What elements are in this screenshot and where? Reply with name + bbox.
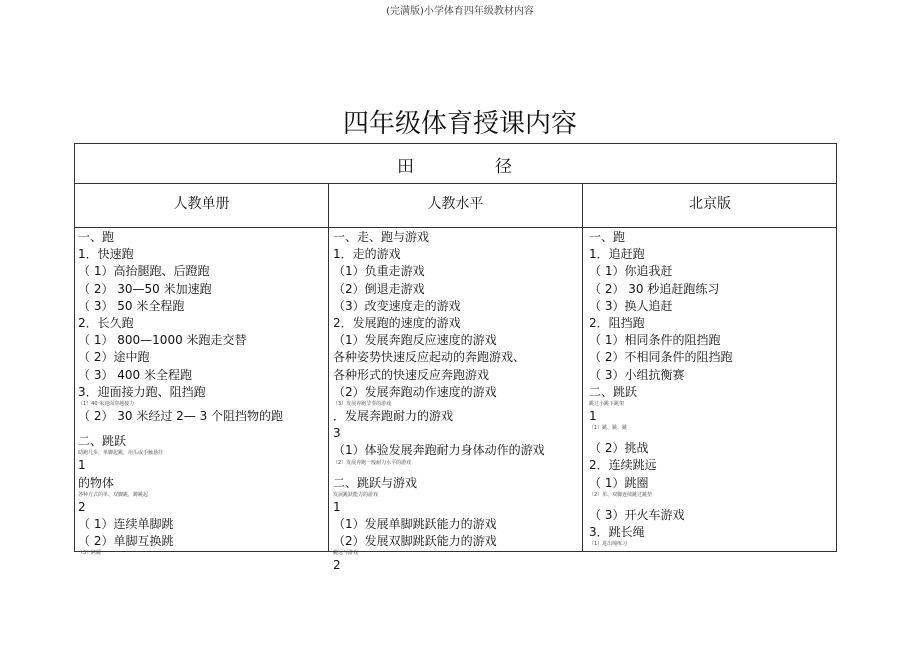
- column-renjiao-shuiping: [333, 229, 579, 575]
- list-item: （1）负重走游戏: [333, 264, 425, 279]
- list-item: 一、跑: [78, 230, 115, 244]
- column-divider: [582, 184, 583, 551]
- list-item: 二、跳跃: [589, 384, 638, 399]
- list-item: 的物体: [78, 475, 115, 490]
- track-label-tian: 田: [397, 157, 414, 177]
- list-item: （ 3） 400 米全程跑: [78, 367, 192, 382]
- list-item: 1．追赶跑: [589, 247, 645, 262]
- list-item: （ 2） 30 米经过 2— 3 个阻挡物的跑: [78, 409, 284, 424]
- list-item: 3．跳长绳: [589, 525, 645, 540]
- list-item-small: 助跑几步，单脚起跳，用头或手触悬挂: [78, 450, 164, 457]
- list-item: 2．发展跑的速度的游戏: [333, 316, 461, 331]
- list-item: （3）改变速度走的游戏: [333, 298, 461, 313]
- list-item: （ 2）挑战: [589, 441, 649, 456]
- list-item: ．发展奔跑耐力的游戏: [333, 409, 454, 424]
- page-header: (完满版)小学体育四年级教材内容: [386, 6, 534, 17]
- track-field-row: [75, 144, 836, 184]
- list-item: 一、跑: [589, 230, 626, 244]
- list-item: （1）发展奔跑反应速度的游戏: [333, 333, 497, 348]
- list-item: 一、走、跑与游戏: [333, 230, 430, 244]
- list-item: （1）体验发展奔跑耐力身体动作的游戏: [333, 443, 545, 458]
- list-item: 各种姿势快速反应起动的奔跑游戏、: [333, 350, 526, 365]
- list-item: 3．迎面接力跑、阻挡跑: [78, 384, 206, 399]
- document-title: 四年级体育授课内容: [342, 109, 577, 139]
- list-item: （1）发展单脚跳跃能力的游戏: [333, 517, 497, 532]
- list-item: 2．长久跑: [78, 316, 134, 331]
- list-item: 2．连续跳远: [589, 458, 657, 473]
- list-item: （ 2）单脚互换跳: [78, 534, 174, 549]
- list-item-small: （1）40 米迎面穿越接力: [78, 401, 135, 408]
- list-item: （ 1）高抬腿跑、后蹬跑: [78, 264, 210, 279]
- list-item: （ 2）途中跑: [78, 350, 150, 365]
- list-item: （ 2） 30—50 米加速跑: [78, 281, 212, 296]
- list-item: （ 1）连续单脚跳: [78, 517, 174, 532]
- list-item-small: 各种方式的单、双脚跳，蹲跳起: [78, 491, 149, 498]
- list-item: 1: [589, 409, 597, 424]
- curriculum-table: [74, 143, 837, 573]
- list-item: （2）发展双脚跳跃能力的游戏: [333, 534, 497, 549]
- list-item-small: （3）跨跳: [78, 550, 102, 557]
- list-item-small: 跳远与游戏: [333, 550, 359, 557]
- list-item: （ 1）相同条件的阻挡跑: [589, 333, 721, 348]
- list-item: （2）发展奔跑动作速度的游戏: [333, 384, 497, 399]
- list-item: 各种形式的快速反应奔跑游戏: [333, 367, 490, 382]
- list-item: （ 2） 30 秒追赶跑练习: [589, 281, 720, 296]
- list-item: 1: [78, 458, 86, 473]
- list-item: （ 3）小组抗衡赛: [589, 367, 685, 382]
- list-item-small: （1）进出绳练习: [589, 541, 628, 548]
- header-row: [75, 184, 836, 228]
- list-item: （ 2）不相同条件的阻挡跑: [589, 350, 733, 365]
- list-item-small: 跳过小跳下跳架: [589, 401, 625, 408]
- list-item-small: 发展跳跃能力的游戏: [333, 491, 379, 498]
- list-item-small: （3）发展奔跑节奏的游戏: [333, 401, 392, 408]
- list-item: （ 1） 800—1000 米跑走交替: [78, 333, 247, 348]
- list-item: （ 3） 50 米全程跑: [78, 298, 185, 313]
- list-item-small: （2）发展奔跑一般耐力水平的游戏: [333, 459, 412, 466]
- list-item: 1．走的游戏: [333, 247, 401, 262]
- list-item: （ 3）换人追赶: [589, 298, 673, 313]
- list-item: 二、跳跃: [78, 434, 127, 449]
- column-renjiao-danche: [78, 229, 326, 557]
- list-item-small: （2）单、双脚连续跳过跳垫: [589, 491, 653, 498]
- list-item: （2）倒退走游戏: [333, 281, 425, 296]
- list-item: （ 1）跳圈: [589, 475, 649, 490]
- column-divider: [328, 184, 329, 551]
- header-renjiao-danche: 人教单册: [173, 196, 230, 212]
- list-item: 1．快速跑: [78, 247, 134, 262]
- list-item: 3: [333, 426, 341, 441]
- list-item: 1: [333, 499, 341, 514]
- list-item: （ 3）开火车游戏: [589, 507, 685, 522]
- list-item: （ 1）你追我赶: [589, 264, 673, 279]
- header-beijing-ban: 北京版: [689, 196, 731, 212]
- list-item: 2: [78, 499, 86, 514]
- list-item: 2．阻挡跑: [589, 316, 645, 331]
- track-label-jing: 径: [495, 157, 512, 177]
- list-item: 二、跳跃与游戏: [333, 475, 418, 490]
- list-item: 2: [333, 558, 341, 573]
- column-beijing-ban: [589, 229, 835, 548]
- header-renjiao-shuiping: 人教水平: [427, 196, 484, 212]
- list-item-small: （1）跳、跳、跳: [589, 425, 628, 432]
